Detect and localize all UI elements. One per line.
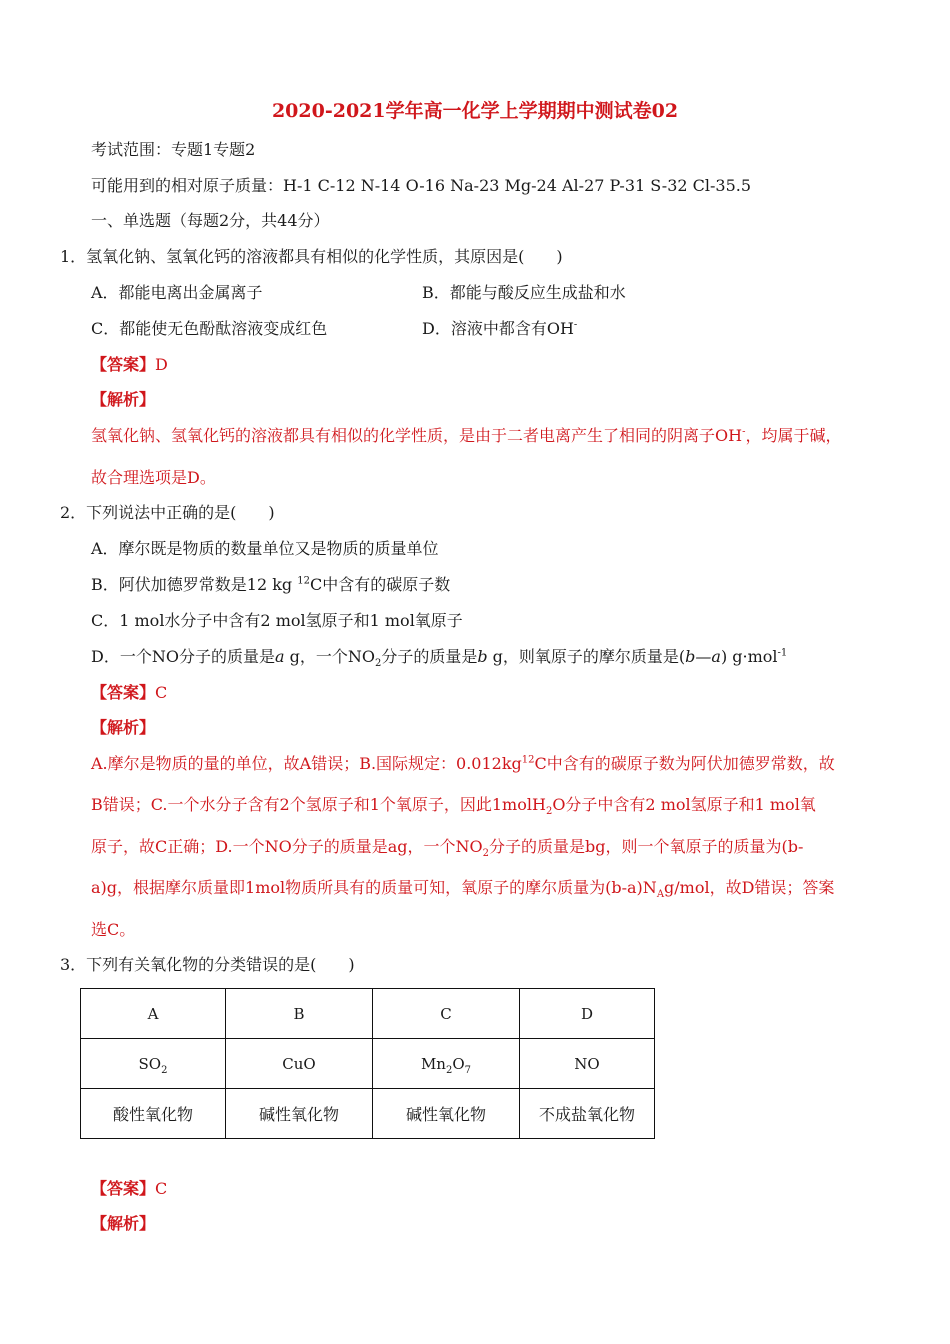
q1-analysis-label: 【解析】 bbox=[91, 390, 156, 409]
q2-explanation-line-2: B错误；C.一个水分子含有2个氢原子和1个氧原子，因此1molH$_2$O分子中含有2 mol氢原子和1 mol氧 bbox=[91, 795, 816, 818]
atomic-masses: 可能用到的相对原子质量：H-1 C-12 N-14 O-16 Na-23 Mg-24 Al-27 P-31 S-32 Cl-35.5 bbox=[91, 176, 752, 195]
q1-explanation-line-1: 氢氧化钠、氢氧化钙的溶液都具有相似的化学性质，是由于二者电离产生了相同的阴离子OH-，均属于碱， bbox=[91, 426, 842, 445]
question-1-stem: 1．氢氧化钠、氢氧化钙的溶液都具有相似的化学性质，其原因是( ) bbox=[60, 247, 563, 266]
class-cell-a: 酸性氧化物 bbox=[81, 1089, 226, 1139]
section-heading: 一、单选题（每题2分，共44分） bbox=[91, 211, 330, 230]
q3-analysis-label: 【解析】 bbox=[91, 1214, 156, 1233]
exam-scope: 考试范围：专题1专题2 bbox=[91, 140, 256, 159]
table-row bbox=[81, 1089, 655, 1139]
q1-option-c: C．都能使无色酚酞溶液变成红色 bbox=[91, 319, 328, 338]
formula-cuo: CuO bbox=[226, 1039, 373, 1089]
page-title: 2020-2021学年高一化学上学期期中测试卷02 bbox=[271, 100, 679, 122]
table-header-c: C bbox=[373, 989, 520, 1039]
question-2-stem: 2．下列说法中正确的是( ) bbox=[60, 503, 275, 522]
table-row bbox=[81, 1039, 655, 1089]
question-3-stem: 3．下列有关氧化物的分类错误的是( ) bbox=[60, 955, 355, 974]
q2-explanation-line-1: A.摩尔是物质的量的单位，故A错误；B.国际规定：$0.012kg^{12}C$中含有的碳原子数为阿伏加德罗常数，故 bbox=[91, 754, 835, 773]
formula-so2: $SO_2$ bbox=[81, 1039, 226, 1089]
class-cell-d: 不成盐氧化物 bbox=[520, 1089, 655, 1139]
q1-option-d: D．溶液中都含有OH- bbox=[422, 319, 578, 338]
oxide-classification-table bbox=[80, 988, 655, 1139]
q2-option-a: A．摩尔既是物质的数量单位又是物质的质量单位 bbox=[91, 539, 439, 558]
q2-option-b: B．阿伏加德罗常数是12 kg $^{12}$C中含有的碳原子数 bbox=[91, 575, 451, 594]
q1-explanation-line-2: 故合理选项是D。 bbox=[91, 468, 216, 487]
q1-option-b: B．都能与酸反应生成盐和水 bbox=[422, 283, 626, 302]
table-header-b: B bbox=[226, 989, 373, 1039]
q2-explanation-line-4: a)g，根据摩尔质量即1mol物质所具有的质量可知，氧原子的摩尔质量为$(b-a)N_Ag$/mol，故D错误；答案 bbox=[91, 878, 835, 901]
table-row bbox=[81, 989, 655, 1039]
class-cell-c: 碱性氧化物 bbox=[373, 1089, 520, 1139]
formula-no: NO bbox=[520, 1039, 655, 1089]
table-header-d: D bbox=[520, 989, 655, 1039]
q1-answer: 【答案】D bbox=[91, 355, 168, 374]
q2-explanation-line-5: 选C。 bbox=[91, 920, 136, 939]
class-cell-b: 碱性氧化物 bbox=[226, 1089, 373, 1139]
table-header-a: A bbox=[81, 989, 226, 1039]
q2-option-d: D．一个NO分子的质量是a g，一个$NO_2$分子的质量是b g，则氧原子的摩尔质量是(b—a) g·mol$^{-1}$ bbox=[91, 647, 788, 670]
q1-option-a: A．都能电离出金属离子 bbox=[91, 283, 263, 302]
q2-explanation-line-3: 原子，故C正确；D.一个NO分子的质量是ag，一个$NO_2$分子的质量是bg，则一个氧原子的质量为(b- bbox=[91, 837, 804, 860]
q2-analysis-label: 【解析】 bbox=[91, 718, 156, 737]
q2-answer: 【答案】C bbox=[91, 683, 168, 702]
q2-option-c: C．1 mol水分子中含有2 mol氢原子和1 mol氧原子 bbox=[91, 611, 463, 630]
formula-mn2o7: $Mn_2O_7$ bbox=[373, 1039, 520, 1089]
q3-answer: 【答案】C bbox=[91, 1179, 168, 1198]
